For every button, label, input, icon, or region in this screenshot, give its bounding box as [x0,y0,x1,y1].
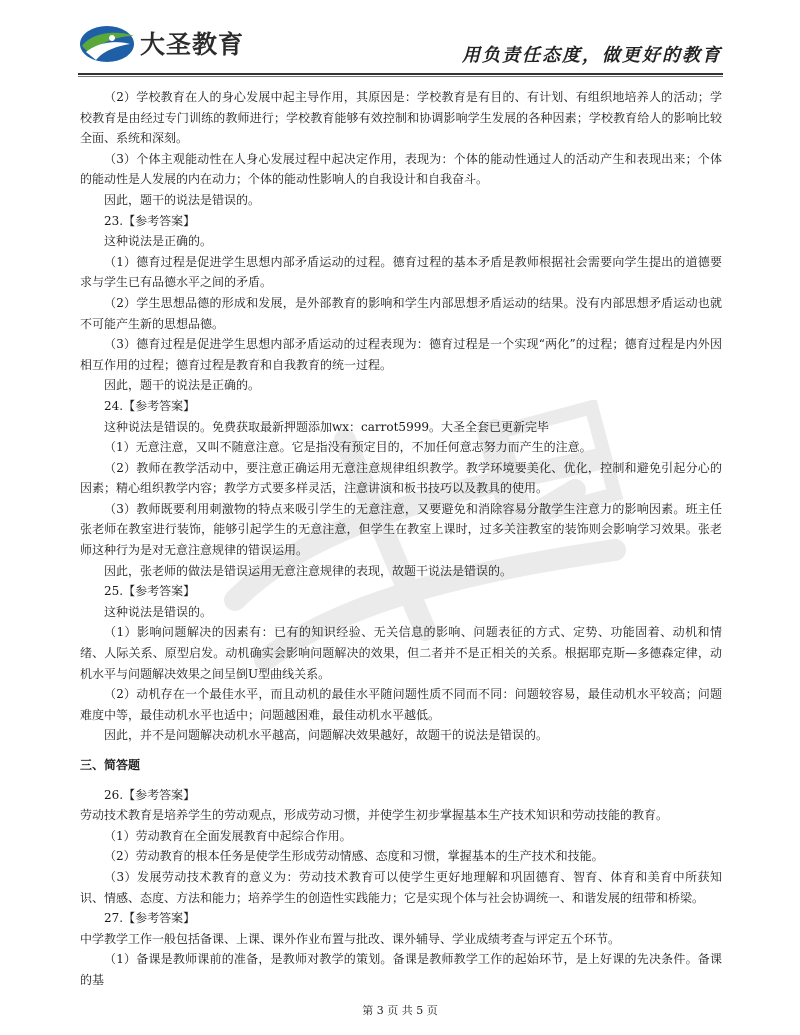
paragraph: 劳动技术教育是培养学生的劳动观点，形成劳动习惯，并使学生初步掌握基本生产技术知识和劳动技能的教育。 [80,808,669,823]
paragraph: （2）学生思想品德的形成和发展，是外部教育的影响和学生内部思想矛盾运动的结果。没有内部思想矛盾运动也就不可能产生新的思想品德。 [80,295,722,331]
paragraph: （3）个体主观能动性在人身心发展过程中起决定作用，表现为：个体的能动性通过人的活动产生和表现出来；个体的能动性是人发展的内在动力；个体的能动性影响人的自我设计和自我奋斗。 [80,151,722,187]
paragraph: （2）学校教育在人的身心发展中起主导作用，其原因是：学校教育是有目的、有计划、有组织地培养人的活动；学校教育是由经过专门训练的教师进行；学校教育能够有效控制和协调影响学生发展的各种因素；学校教育给人的影响比较全面、系统和深刻。 [80,90,722,146]
header-divider-thin [78,76,723,77]
paragraph: 中学教学工作一般包括备课、上课、课外作业布置与批改、课外辅导、学业成绩考查与评定五个环节。 [80,931,621,946]
paragraph: 23.【参考答案】 [104,213,196,228]
paragraph: （2）动机存在一个最佳水平，而且动机的最佳水平随问题性质不同而不同：问题较容易，最佳动机水平较高；问题难度中等，最佳动机水平也适中；问题越困难，最佳动机水平越低。 [80,687,722,722]
paragraph: （2）劳动教育的根本任务是使学生形成劳动情感、态度和习惯，掌握基本的生产技术和技能。 [104,849,604,864]
paragraph: 27.【参考答案】 [104,911,196,926]
dasheng-logo-icon [78,24,136,64]
paragraph: 因此，题干的说法是正确的。 [104,378,261,393]
paragraph: （1）备课是教师课前的准备，是教师对教学的策划。备课是教师教学工作的起始环节，是上好课的先决条件。备课的基 [80,952,722,987]
paragraph: 这种说法是正确的。 [104,234,213,249]
paragraph: （2）教师在教学活动中，要注意正确运用无意注意规律组织教学。教学环境要美化、优化，控制和避免引起分心的因素；精心组织教学内容；教学方式要多样灵活，注意讲演和板书技巧以及教具的使用。 [80,460,722,496]
paragraph: （3）发展劳动技术教育的意义为：劳动技术教育可以使学生更好地理解和巩固德育、智育、体育和美育中所获知识、情感、态度、方法和能力；培养学生的创造性实践能力；它是实现个体与社会协调统一、和谐发展的纽带和桥梁。 [80,869,722,905]
paragraph: （1）影响问题解决的因素有：已有的知识经验、无关信息的影响、问题表征的方式、定势、功能固着、动机和情绪、人际关系、原型启发。动机确实会影响问题解决的效果，但二者并不是正相关的关系。根据耶克斯—多德森定律，动机水平与问题解决效果之间呈倒U型曲线关系。 [80,625,722,681]
header-divider [78,73,723,75]
paragraph: 因此，张老师的做法是错误运用无意注意规律的表现，故题干说法是错误的。 [104,563,513,578]
paragraph: 26.【参考答案】 [104,787,196,802]
paragraph: 24.【参考答案】 [104,398,196,413]
page-number: 第 3 页 共 5 页 [362,1004,438,1017]
paragraph: 因此，题干的说法是错误的。 [104,192,261,207]
paragraph: 因此，并不是问题解决动机水平越高，问题解决效果越好，故题干的说法是错误的。 [104,728,549,743]
paragraph: （1）德育过程是促进学生思想内部矛盾运动的过程。德育过程的基本矛盾是教师根据社会需要向学生提出的道德要求与学生已有品德水平之间的矛盾。 [80,254,722,290]
paragraph: （3）德育过程是促进学生思想内部矛盾运动的过程表现为：德育过程是一个实现“两化”的过程；德育过程是内外因相互作用的过程；德育过程是教育和自我教育的统一过程。 [80,337,722,372]
paragraph: （1）无意注意，又叫不随意注意。它是指没有预定目的，不加任何意志努力而产生的注意。 [104,440,592,455]
paragraph: 25.【参考答案】 [104,584,196,599]
header-slogan: 用负责任态度，做更好的教育 [462,45,722,66]
paragraph: 这种说法是错误的。 [104,604,213,619]
section-heading: 三、简答题 [80,758,141,772]
page-header [0,0,800,74]
paragraph: （3）教师既要利用刺激物的特点来吸引学生的无意注意，又要避免和消除容易分散学生注意力的影响因素。班主任张老师在教室进行装饰，能够引起学生的无意注意，但学生在教室上课时，过多关注教室的装饰则会影响学习效果。张老师这种行为是对无意注意规律的错误运用。 [80,501,722,558]
paragraph: （1）劳动教育在全面发展教育中起综合作用。 [104,828,352,843]
document-body [80,87,722,991]
logo-text: 大圣教育 [140,30,245,59]
paragraph: 这种说法是错误的。免费获取最新押题添加wx：carrot5999。大圣全套已更新完毕 [104,419,549,434]
